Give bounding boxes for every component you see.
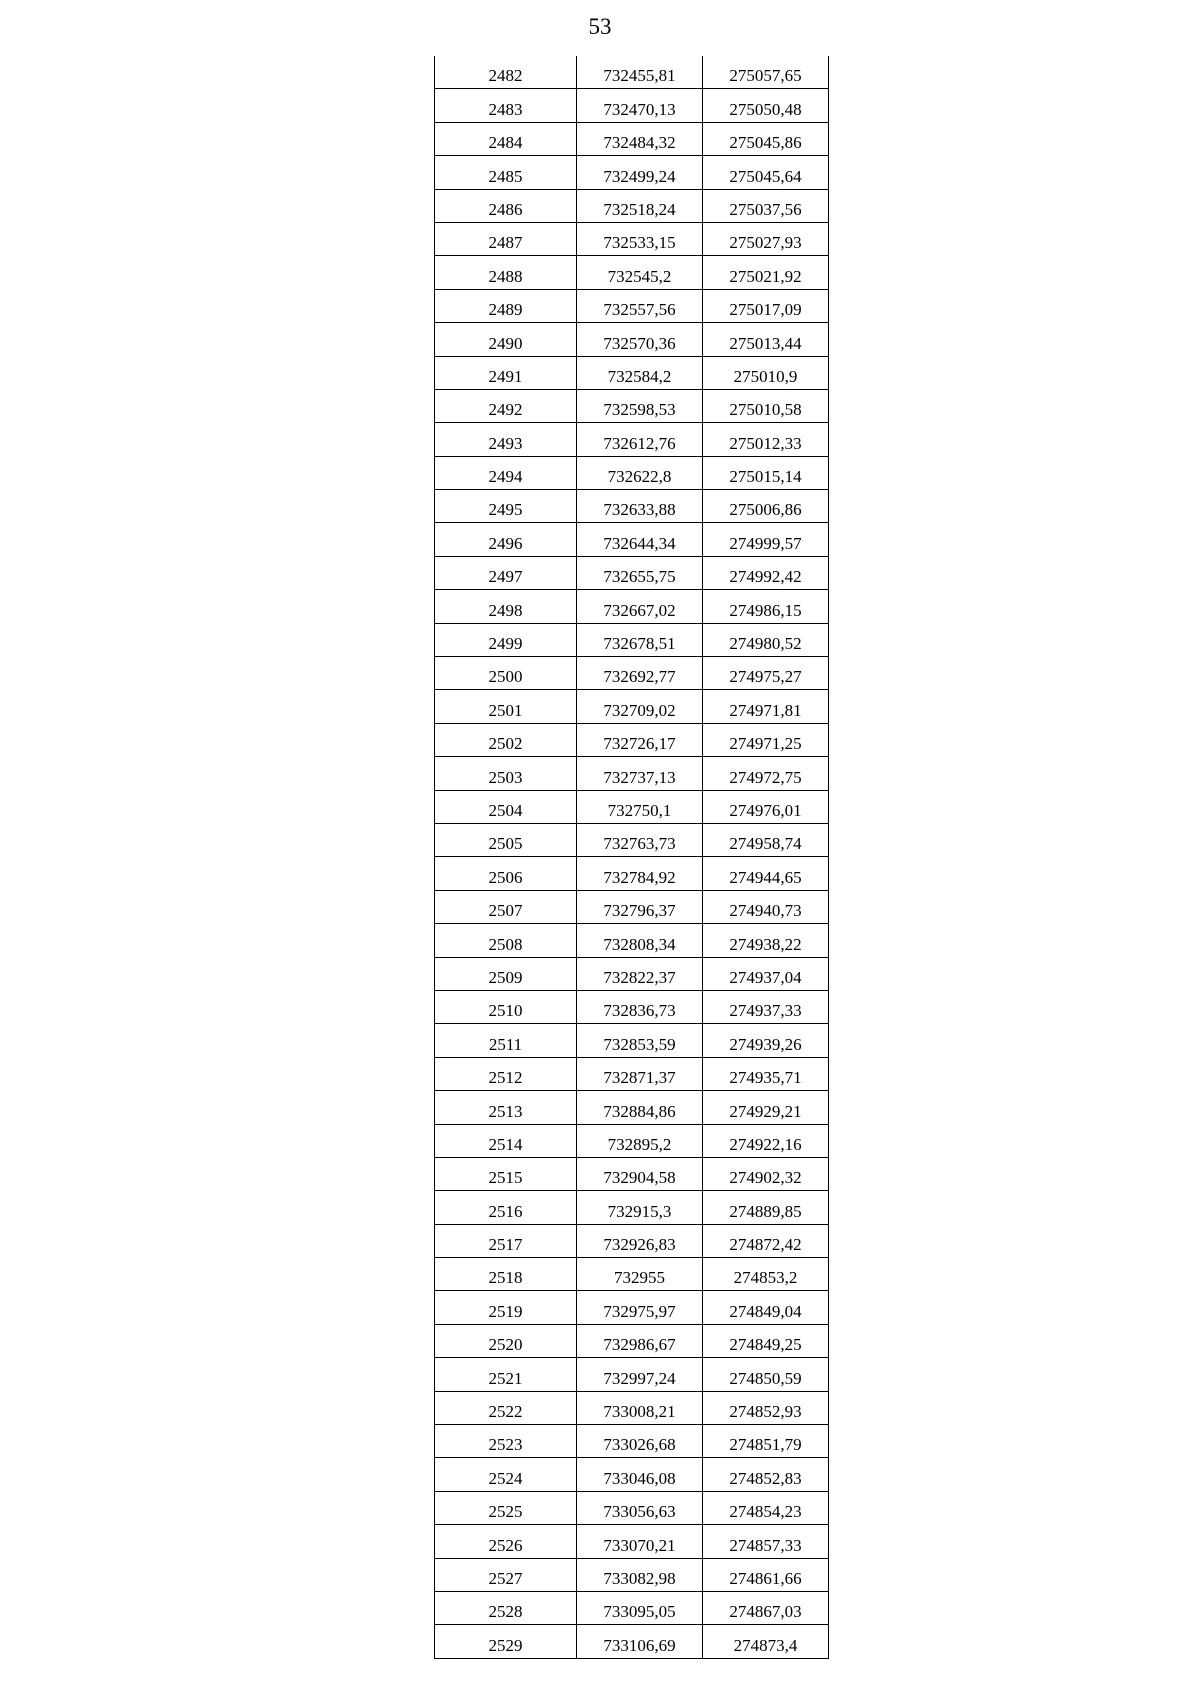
table-row <box>435 1358 829 1391</box>
x-coordinate-cell: 732784,92 <box>577 857 703 890</box>
table-row <box>435 1491 829 1524</box>
y-coordinate-cell: 274889,85 <box>703 1191 829 1224</box>
y-coordinate-cell: 275057,65 <box>703 56 829 89</box>
point-number-cell: 2513 <box>435 1091 577 1124</box>
x-coordinate-cell: 732470,13 <box>577 89 703 122</box>
table-row <box>435 1224 829 1257</box>
x-coordinate-cell: 732584,2 <box>577 356 703 389</box>
x-coordinate-cell: 732612,76 <box>577 423 703 456</box>
y-coordinate-cell: 274980,52 <box>703 623 829 656</box>
y-coordinate-cell: 274902,32 <box>703 1157 829 1190</box>
y-coordinate-cell: 274958,74 <box>703 823 829 856</box>
y-coordinate-cell: 274857,33 <box>703 1525 829 1558</box>
y-coordinate-cell: 275013,44 <box>703 323 829 356</box>
table-row <box>435 623 829 656</box>
x-coordinate-cell: 732570,36 <box>577 323 703 356</box>
x-coordinate-cell: 732533,15 <box>577 222 703 255</box>
x-coordinate-cell: 732808,34 <box>577 924 703 957</box>
point-number-cell: 2521 <box>435 1358 577 1391</box>
x-coordinate-cell: 733026,68 <box>577 1425 703 1458</box>
y-coordinate-cell: 274992,42 <box>703 556 829 589</box>
point-number-cell: 2520 <box>435 1324 577 1357</box>
x-coordinate-cell: 732895,2 <box>577 1124 703 1157</box>
table-row <box>435 690 829 723</box>
table-row <box>435 590 829 623</box>
x-coordinate-cell: 732884,86 <box>577 1091 703 1124</box>
y-coordinate-cell: 275017,09 <box>703 289 829 322</box>
y-coordinate-cell: 275010,9 <box>703 356 829 389</box>
table-row <box>435 89 829 122</box>
table-row <box>435 890 829 923</box>
x-coordinate-cell: 732678,51 <box>577 623 703 656</box>
table-row <box>435 56 829 89</box>
x-coordinate-cell: 733008,21 <box>577 1391 703 1424</box>
y-coordinate-cell: 275027,93 <box>703 222 829 255</box>
point-number-cell: 2489 <box>435 289 577 322</box>
x-coordinate-cell: 732518,24 <box>577 189 703 222</box>
y-coordinate-cell: 274937,04 <box>703 957 829 990</box>
point-number-cell: 2499 <box>435 623 577 656</box>
table-row <box>435 1458 829 1491</box>
table-row <box>435 1425 829 1458</box>
table-row <box>435 523 829 556</box>
point-number-cell: 2526 <box>435 1525 577 1558</box>
x-coordinate-cell: 732633,88 <box>577 490 703 523</box>
table-row <box>435 757 829 790</box>
x-coordinate-cell: 732726,17 <box>577 723 703 756</box>
point-number-cell: 2482 <box>435 56 577 89</box>
point-number-cell: 2501 <box>435 690 577 723</box>
table-row <box>435 356 829 389</box>
x-coordinate-cell: 732750,1 <box>577 790 703 823</box>
point-number-cell: 2498 <box>435 590 577 623</box>
y-coordinate-cell: 274873,4 <box>703 1625 829 1658</box>
table-row <box>435 122 829 155</box>
y-coordinate-cell: 274975,27 <box>703 657 829 690</box>
x-coordinate-cell: 732822,37 <box>577 957 703 990</box>
page-number: 53 <box>588 14 612 39</box>
y-coordinate-cell: 275037,56 <box>703 189 829 222</box>
x-coordinate-cell: 732904,58 <box>577 1157 703 1190</box>
point-number-cell: 2516 <box>435 1191 577 1224</box>
x-coordinate-cell: 732598,53 <box>577 389 703 422</box>
point-number-cell: 2500 <box>435 657 577 690</box>
table-row <box>435 1525 829 1558</box>
table-row <box>435 222 829 255</box>
table-row <box>435 1191 829 1224</box>
point-number-cell: 2503 <box>435 757 577 790</box>
x-coordinate-cell: 732796,37 <box>577 890 703 923</box>
y-coordinate-cell: 274853,2 <box>703 1258 829 1291</box>
x-coordinate-cell: 732986,67 <box>577 1324 703 1357</box>
table-row <box>435 1091 829 1124</box>
x-coordinate-cell: 732692,77 <box>577 657 703 690</box>
point-number-cell: 2528 <box>435 1591 577 1624</box>
y-coordinate-cell: 274851,79 <box>703 1425 829 1458</box>
point-number-cell: 2515 <box>435 1157 577 1190</box>
y-coordinate-cell: 275021,92 <box>703 256 829 289</box>
y-coordinate-cell: 275012,33 <box>703 423 829 456</box>
point-number-cell: 2491 <box>435 356 577 389</box>
table-row <box>435 289 829 322</box>
point-number-cell: 2487 <box>435 222 577 255</box>
point-number-cell: 2484 <box>435 122 577 155</box>
x-coordinate-cell: 732484,32 <box>577 122 703 155</box>
table-row <box>435 423 829 456</box>
table-row <box>435 323 829 356</box>
table-row <box>435 1558 829 1591</box>
point-number-cell: 2486 <box>435 189 577 222</box>
x-coordinate-cell: 732763,73 <box>577 823 703 856</box>
point-number-cell: 2525 <box>435 1491 577 1524</box>
x-coordinate-cell: 733056,63 <box>577 1491 703 1524</box>
y-coordinate-cell: 274922,16 <box>703 1124 829 1157</box>
point-number-cell: 2492 <box>435 389 577 422</box>
table-row <box>435 990 829 1023</box>
x-coordinate-cell: 732709,02 <box>577 690 703 723</box>
y-coordinate-cell: 274940,73 <box>703 890 829 923</box>
table-row <box>435 389 829 422</box>
point-number-cell: 2506 <box>435 857 577 890</box>
table-row <box>435 1324 829 1357</box>
table-row <box>435 1258 829 1291</box>
x-coordinate-cell: 732545,2 <box>577 256 703 289</box>
x-coordinate-cell: 732871,37 <box>577 1057 703 1090</box>
table-row <box>435 456 829 489</box>
coordinates-table-body <box>435 56 829 1658</box>
y-coordinate-cell: 274976,01 <box>703 790 829 823</box>
table-row <box>435 657 829 690</box>
y-coordinate-cell: 274938,22 <box>703 924 829 957</box>
y-coordinate-cell: 274849,25 <box>703 1324 829 1357</box>
y-coordinate-cell: 274872,42 <box>703 1224 829 1257</box>
y-coordinate-cell: 274944,65 <box>703 857 829 890</box>
y-coordinate-cell: 274999,57 <box>703 523 829 556</box>
point-number-cell: 2497 <box>435 556 577 589</box>
x-coordinate-cell: 732737,13 <box>577 757 703 790</box>
table-row <box>435 1625 829 1658</box>
point-number-cell: 2517 <box>435 1224 577 1257</box>
table-row <box>435 1024 829 1057</box>
y-coordinate-cell: 274867,03 <box>703 1591 829 1624</box>
x-coordinate-cell: 732915,3 <box>577 1191 703 1224</box>
y-coordinate-cell: 274971,25 <box>703 723 829 756</box>
x-coordinate-cell: 733070,21 <box>577 1525 703 1558</box>
point-number-cell: 2485 <box>435 156 577 189</box>
table-row <box>435 1157 829 1190</box>
table-row <box>435 924 829 957</box>
table-row <box>435 723 829 756</box>
x-coordinate-cell: 732997,24 <box>577 1358 703 1391</box>
point-number-cell: 2509 <box>435 957 577 990</box>
point-number-cell: 2483 <box>435 89 577 122</box>
point-number-cell: 2511 <box>435 1024 577 1057</box>
x-coordinate-cell: 733046,08 <box>577 1458 703 1491</box>
table-row <box>435 490 829 523</box>
y-coordinate-cell: 275010,58 <box>703 389 829 422</box>
table-row <box>435 156 829 189</box>
y-coordinate-cell: 274852,93 <box>703 1391 829 1424</box>
x-coordinate-cell: 732836,73 <box>577 990 703 1023</box>
y-coordinate-cell: 274929,21 <box>703 1091 829 1124</box>
point-number-cell: 2527 <box>435 1558 577 1591</box>
x-coordinate-cell: 732622,8 <box>577 456 703 489</box>
point-number-cell: 2496 <box>435 523 577 556</box>
y-coordinate-cell: 274850,59 <box>703 1358 829 1391</box>
y-coordinate-cell: 274854,23 <box>703 1491 829 1524</box>
point-number-cell: 2529 <box>435 1625 577 1658</box>
point-number-cell: 2523 <box>435 1425 577 1458</box>
point-number-cell: 2502 <box>435 723 577 756</box>
x-coordinate-cell: 732455,81 <box>577 56 703 89</box>
x-coordinate-cell: 733082,98 <box>577 1558 703 1591</box>
coordinates-table <box>434 56 829 1659</box>
point-number-cell: 2504 <box>435 790 577 823</box>
y-coordinate-cell: 275006,86 <box>703 490 829 523</box>
table-row <box>435 1391 829 1424</box>
x-coordinate-cell: 732926,83 <box>577 1224 703 1257</box>
point-number-cell: 2524 <box>435 1458 577 1491</box>
x-coordinate-cell: 733106,69 <box>577 1625 703 1658</box>
table-row <box>435 189 829 222</box>
point-number-cell: 2514 <box>435 1124 577 1157</box>
point-number-cell: 2495 <box>435 490 577 523</box>
x-coordinate-cell: 732667,02 <box>577 590 703 623</box>
x-coordinate-cell: 732975,97 <box>577 1291 703 1324</box>
point-number-cell: 2522 <box>435 1391 577 1424</box>
table-row <box>435 1591 829 1624</box>
point-number-cell: 2490 <box>435 323 577 356</box>
point-number-cell: 2505 <box>435 823 577 856</box>
y-coordinate-cell: 274972,75 <box>703 757 829 790</box>
table-row <box>435 823 829 856</box>
table-row <box>435 1057 829 1090</box>
table-row <box>435 857 829 890</box>
table-row <box>435 556 829 589</box>
point-number-cell: 2507 <box>435 890 577 923</box>
y-coordinate-cell: 274971,81 <box>703 690 829 723</box>
y-coordinate-cell: 275045,86 <box>703 122 829 155</box>
x-coordinate-cell: 732853,59 <box>577 1024 703 1057</box>
y-coordinate-cell: 274937,33 <box>703 990 829 1023</box>
x-coordinate-cell: 732955 <box>577 1258 703 1291</box>
y-coordinate-cell: 274939,26 <box>703 1024 829 1057</box>
table-row <box>435 790 829 823</box>
y-coordinate-cell: 274986,15 <box>703 590 829 623</box>
x-coordinate-cell: 732557,56 <box>577 289 703 322</box>
x-coordinate-cell: 733095,05 <box>577 1591 703 1624</box>
y-coordinate-cell: 274935,71 <box>703 1057 829 1090</box>
x-coordinate-cell: 732644,34 <box>577 523 703 556</box>
point-number-cell: 2512 <box>435 1057 577 1090</box>
point-number-cell: 2518 <box>435 1258 577 1291</box>
x-coordinate-cell: 732499,24 <box>577 156 703 189</box>
y-coordinate-cell: 274852,83 <box>703 1458 829 1491</box>
table-row <box>435 957 829 990</box>
point-number-cell: 2508 <box>435 924 577 957</box>
table-row <box>435 1291 829 1324</box>
x-coordinate-cell: 732655,75 <box>577 556 703 589</box>
point-number-cell: 2493 <box>435 423 577 456</box>
y-coordinate-cell: 274849,04 <box>703 1291 829 1324</box>
point-number-cell: 2519 <box>435 1291 577 1324</box>
point-number-cell: 2488 <box>435 256 577 289</box>
point-number-cell: 2494 <box>435 456 577 489</box>
y-coordinate-cell: 275045,64 <box>703 156 829 189</box>
y-coordinate-cell: 275015,14 <box>703 456 829 489</box>
y-coordinate-cell: 275050,48 <box>703 89 829 122</box>
table-row <box>435 1124 829 1157</box>
point-number-cell: 2510 <box>435 990 577 1023</box>
table-row <box>435 256 829 289</box>
y-coordinate-cell: 274861,66 <box>703 1558 829 1591</box>
